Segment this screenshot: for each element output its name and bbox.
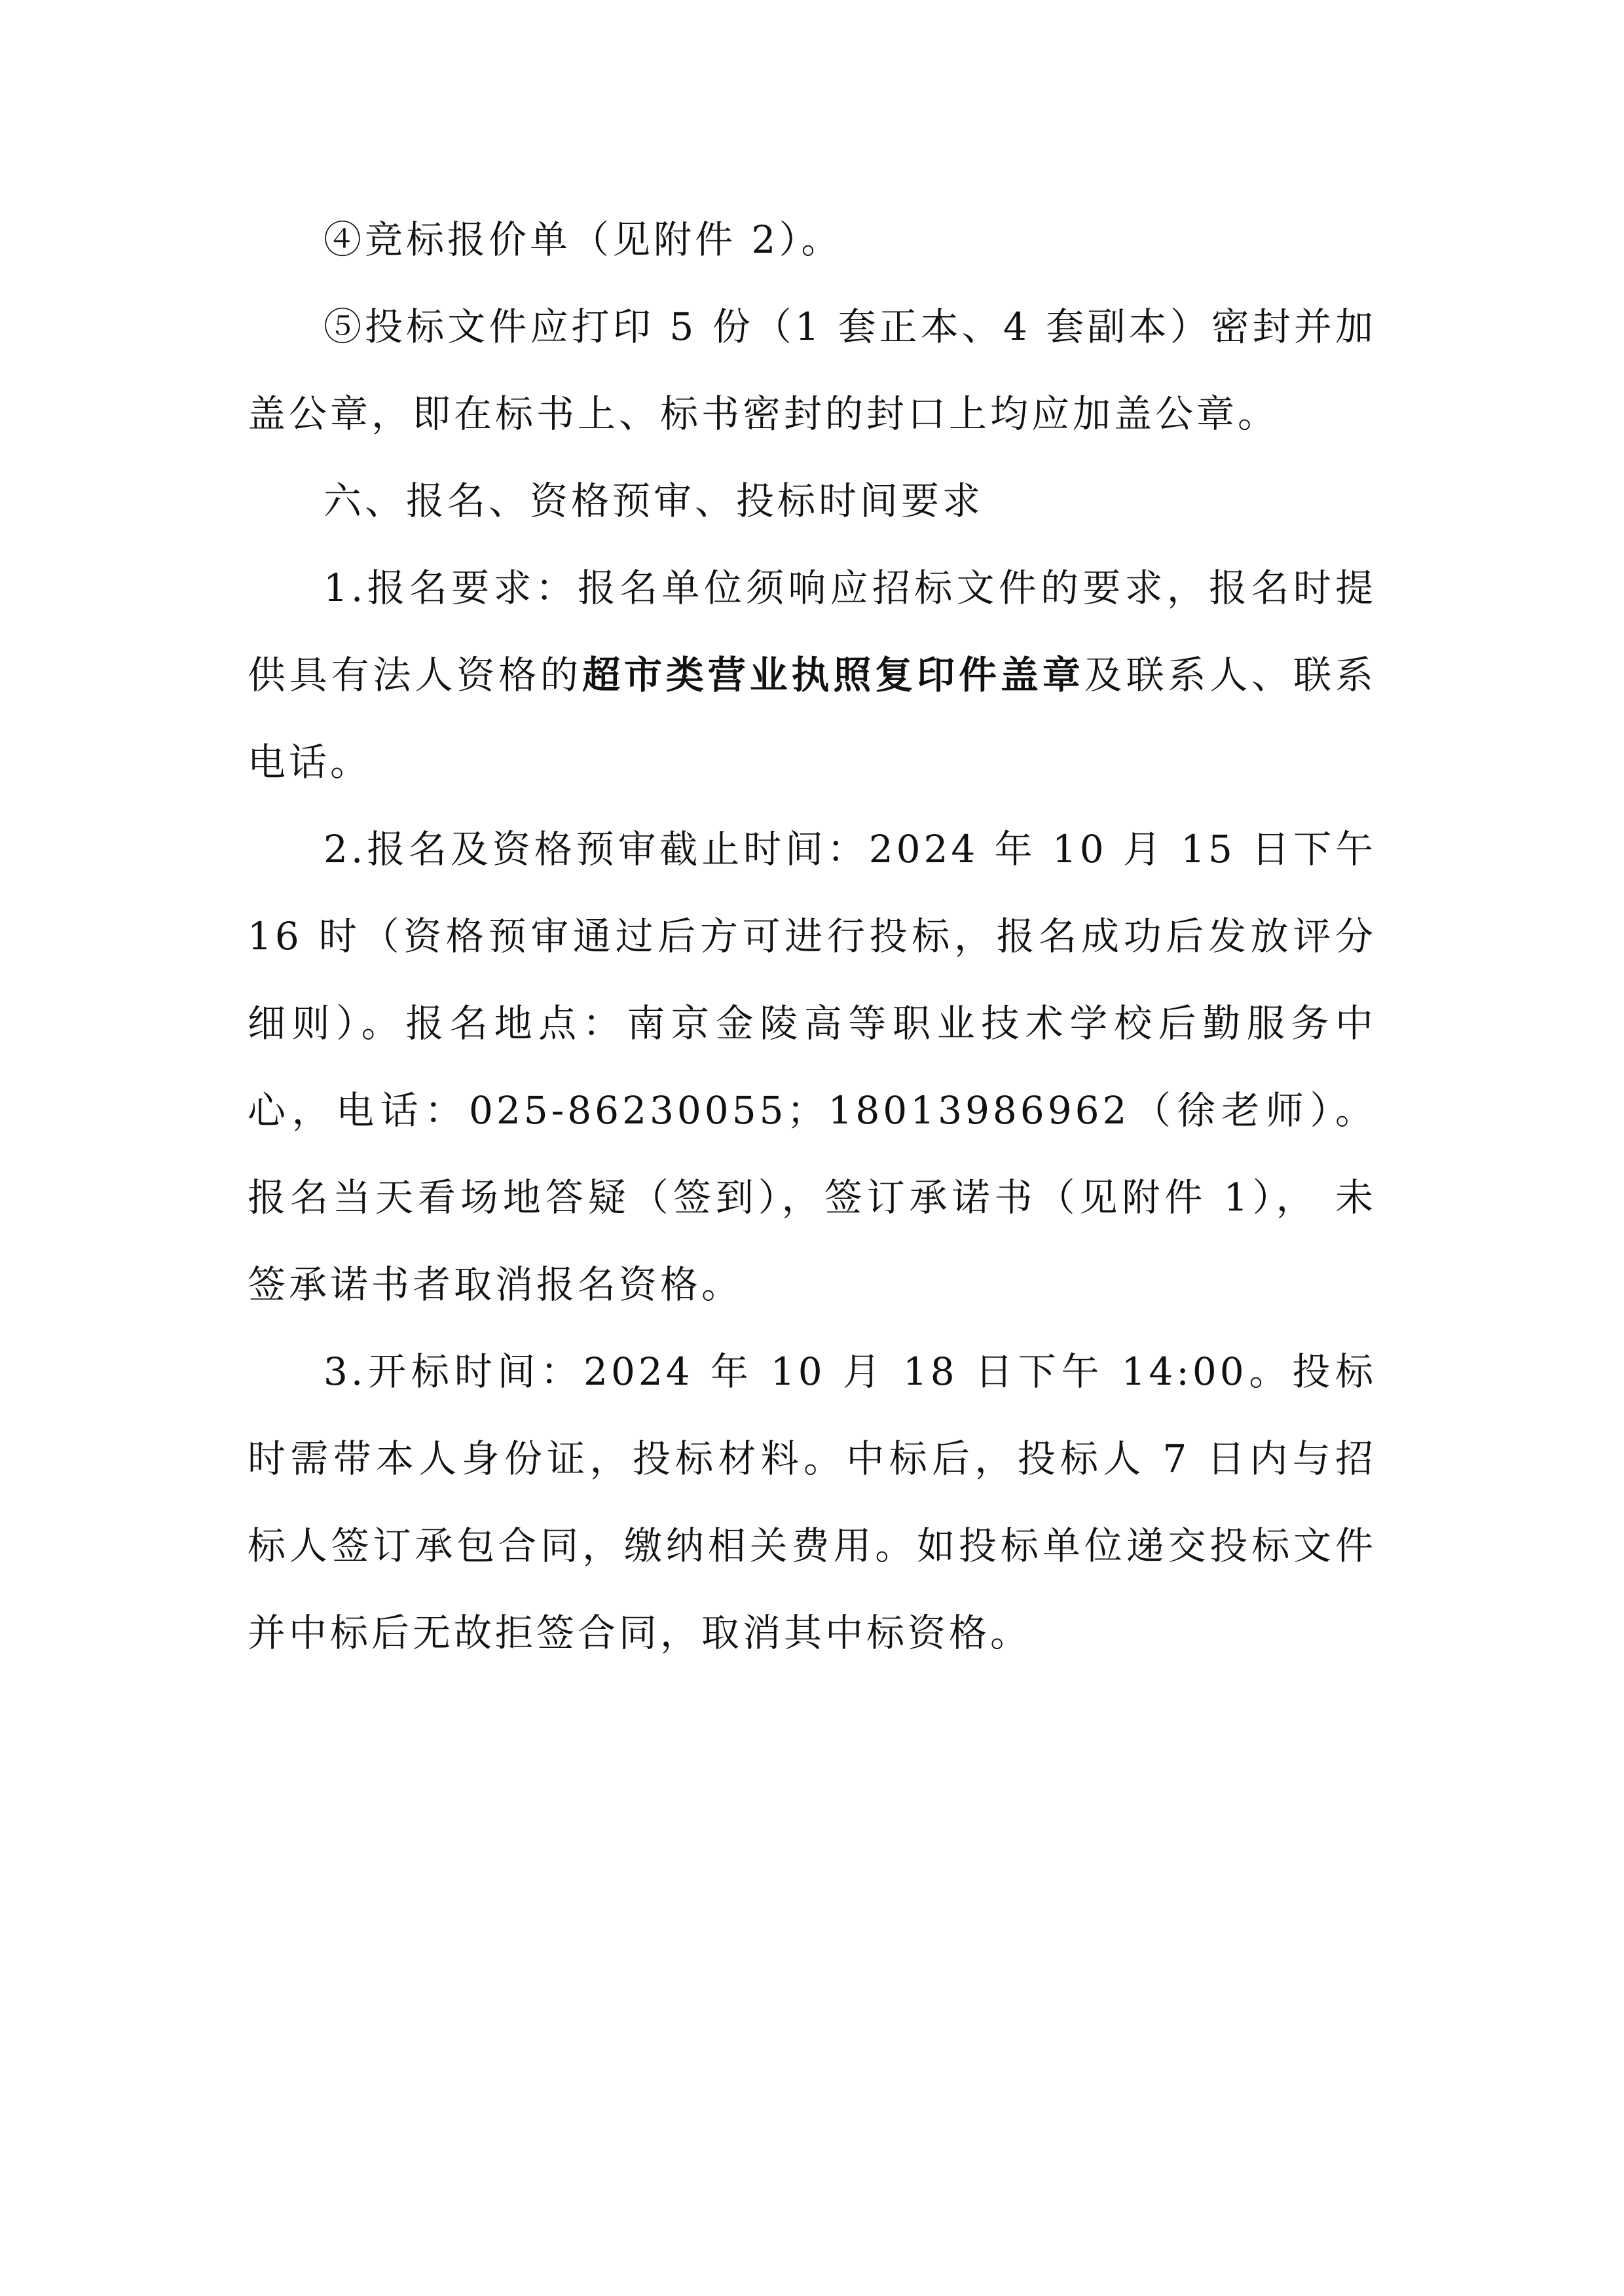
requirement-1-text: 1.报名要求：报名单位须响应招标文件的要求，报名时提供具有法人资格的 xyxy=(248,566,1376,697)
requirement-2-paragraph: 2.报名及资格预审截止时间：2024 年 10 月 15 日下午 16 时（资格预审通过后方可进行投标，报名成功后发放评分细则）。报名地点：南京金陵高等职业技术学校后勤服务中心，电话：025-86230055；18013986962（徐老师）。报名当天看场地答疑（签到），签订承诺书（见附件 1）， 未签承诺书者取消报名资格。 xyxy=(248,827,1376,1307)
requirement-1-paragraph xyxy=(248,545,1376,806)
requirement-3-paragraph: 3.开标时间：2024 年 10 月 18 日下午 14:00。投标时需带本人身份证，投标材料。中标后，投标人 7 日内与招标人签订承包合同，缴纳相关费用。如投标单位递交投标文件并中标后无故拒签合同，取消其中标资格。 xyxy=(248,1349,1376,1655)
requirement-1-emphasis: 超市类营业执照复印件盖章 xyxy=(582,653,1084,697)
item-5-paragraph: ⑤投标文件应打印 5 份（1 套正本、4 套副本）密封并加盖公章，即在标书上、标书密封的封口上均应加盖公章。 xyxy=(248,304,1376,436)
item-4-paragraph: ④竞标报价单（见附件 2）。 xyxy=(323,217,843,262)
requirement-1-suffix: 及联系人、联系电话。 xyxy=(248,653,1376,784)
document-body xyxy=(248,196,1376,1677)
section-6-heading: 六、报名、资格预审、投标时间要求 xyxy=(323,479,984,523)
